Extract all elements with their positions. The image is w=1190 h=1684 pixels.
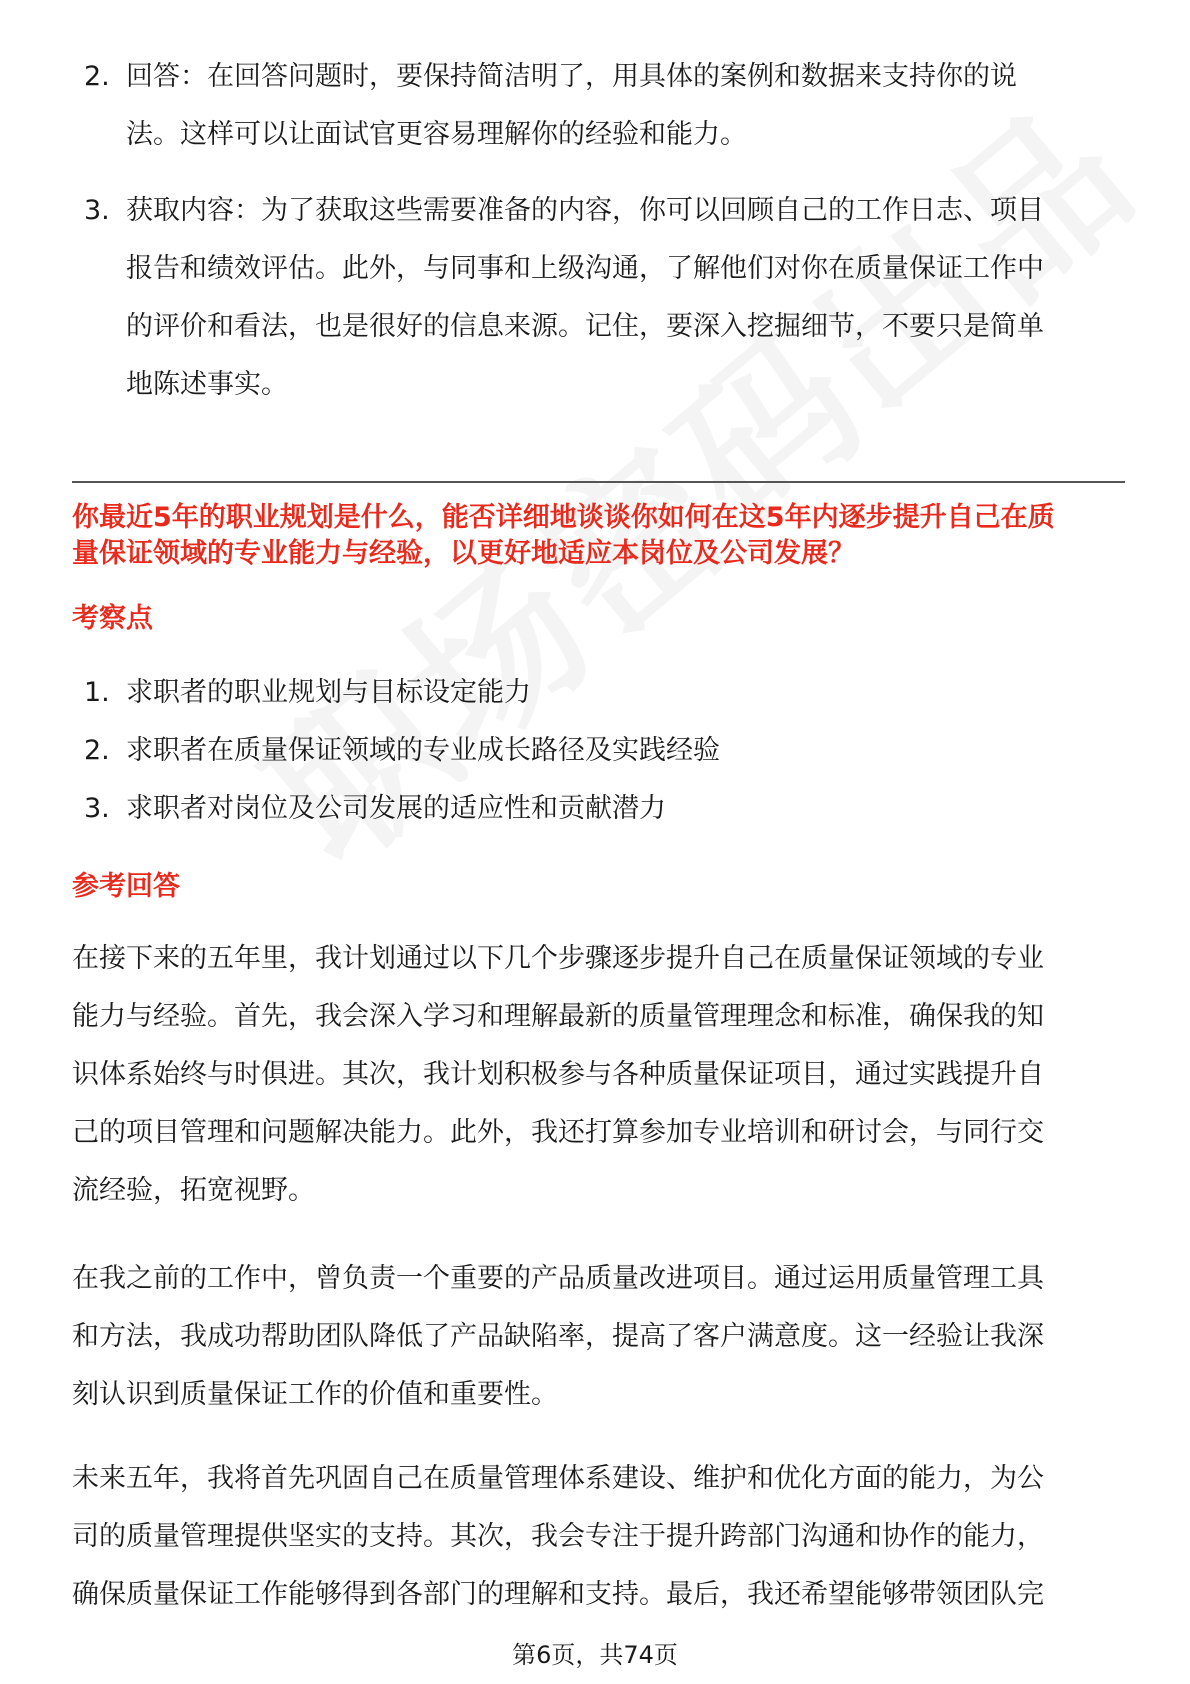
paragraph-line: 在我之前的工作中，曾负责一个重要的产品质量改进项目。通过运用质量管理工具 (72, 1263, 1044, 1294)
interview-question (72, 500, 1132, 572)
list-item-number: 1. (84, 677, 110, 708)
check-points-heading: 考察点 (72, 603, 153, 634)
paragraph-line: 司的质量管理提供坚实的支持。其次，我会专注于提升跨部门沟通和协作的能力， (72, 1521, 1044, 1552)
paragraph-line: 己的项目管理和问题解决能力。此外，我还打算参加专业培训和研讨会，与同行交 (72, 1117, 1044, 1148)
reference-answer-heading: 参考回答 (72, 871, 180, 902)
question-line: 你最近5年的职业规划是什么，能否详细地谈谈你如何在这5年内逐步提升自己在质 (72, 502, 1055, 533)
list-item-number: 3. (84, 195, 110, 226)
list-item (72, 664, 1122, 722)
paragraph-line: 和方法，我成功帮助团队降低了产品缺陷率，提高了客户满意度。这一经验让我深 (72, 1321, 1044, 1352)
section-divider (72, 481, 1125, 483)
list-item (72, 780, 1122, 838)
paragraph-line: 确保质量保证工作能够得到各部门的理解和支持。最后，我还希望能够带领团队完 (72, 1579, 1044, 1610)
list-item-line: 法。这样可以让面试官更容易理解你的经验和能力。 (126, 119, 747, 150)
answer-paragraph (72, 1250, 1127, 1424)
paragraph-line: 流经验，拓宽视野。 (72, 1175, 315, 1206)
paragraph-line: 在接下来的五年里，我计划通过以下几个步骤逐步提升自己在质量保证领域的专业 (72, 943, 1044, 974)
check-points-list (72, 664, 1122, 838)
list-item-text: 求职者对岗位及公司发展的适应性和贡献潜力 (126, 793, 666, 824)
paragraph-line: 能力与经验。首先，我会深入学习和理解最新的质量管理理念和标准，确保我的知 (72, 1001, 1044, 1032)
paragraph-line: 识体系始终与时俱进。其次，我计划积极参与各种质量保证项目，通过实践提升自 (72, 1059, 1044, 1090)
list-item-number: 2. (84, 735, 110, 766)
answer-paragraph (72, 1450, 1127, 1624)
list-item (72, 182, 1122, 414)
paragraph-line: 未来五年，我将首先巩固自己在质量管理体系建设、维护和优化方面的能力，为公 (72, 1463, 1044, 1494)
paragraph-line: 刻认识到质量保证工作的价值和重要性。 (72, 1379, 558, 1410)
list-item-text: 求职者在质量保证领域的专业成长路径及实践经验 (126, 735, 720, 766)
answer-paragraph (72, 930, 1127, 1220)
list-item-number: 3. (84, 793, 110, 824)
list-item-line: 获取内容：为了获取这些需要准备的内容，你可以回顾自己的工作日志、项目 (126, 195, 1044, 226)
page-number: 第6页，共74页 (512, 1641, 678, 1669)
top-list (72, 48, 1122, 414)
list-item-text: 求职者的职业规划与目标设定能力 (126, 677, 531, 708)
list-item-number: 2. (84, 61, 110, 92)
list-item-line: 报告和绩效评估。此外，与同事和上级沟通，了解他们对你在质量保证工作中 (126, 253, 1044, 284)
list-item-line: 的评价和看法，也是很好的信息来源。记住，要深入挖掘细节，不要只是简单 (126, 311, 1044, 342)
list-item-line: 回答：在回答问题时，要保持简洁明了，用具体的案例和数据来支持你的说 (126, 61, 1017, 92)
list-item (72, 48, 1122, 164)
question-line: 量保证领域的专业能力与经验，以更好地适应本岗位及公司发展？ (72, 538, 855, 569)
list-item-line: 地陈述事实。 (126, 369, 288, 400)
list-item (72, 722, 1122, 780)
